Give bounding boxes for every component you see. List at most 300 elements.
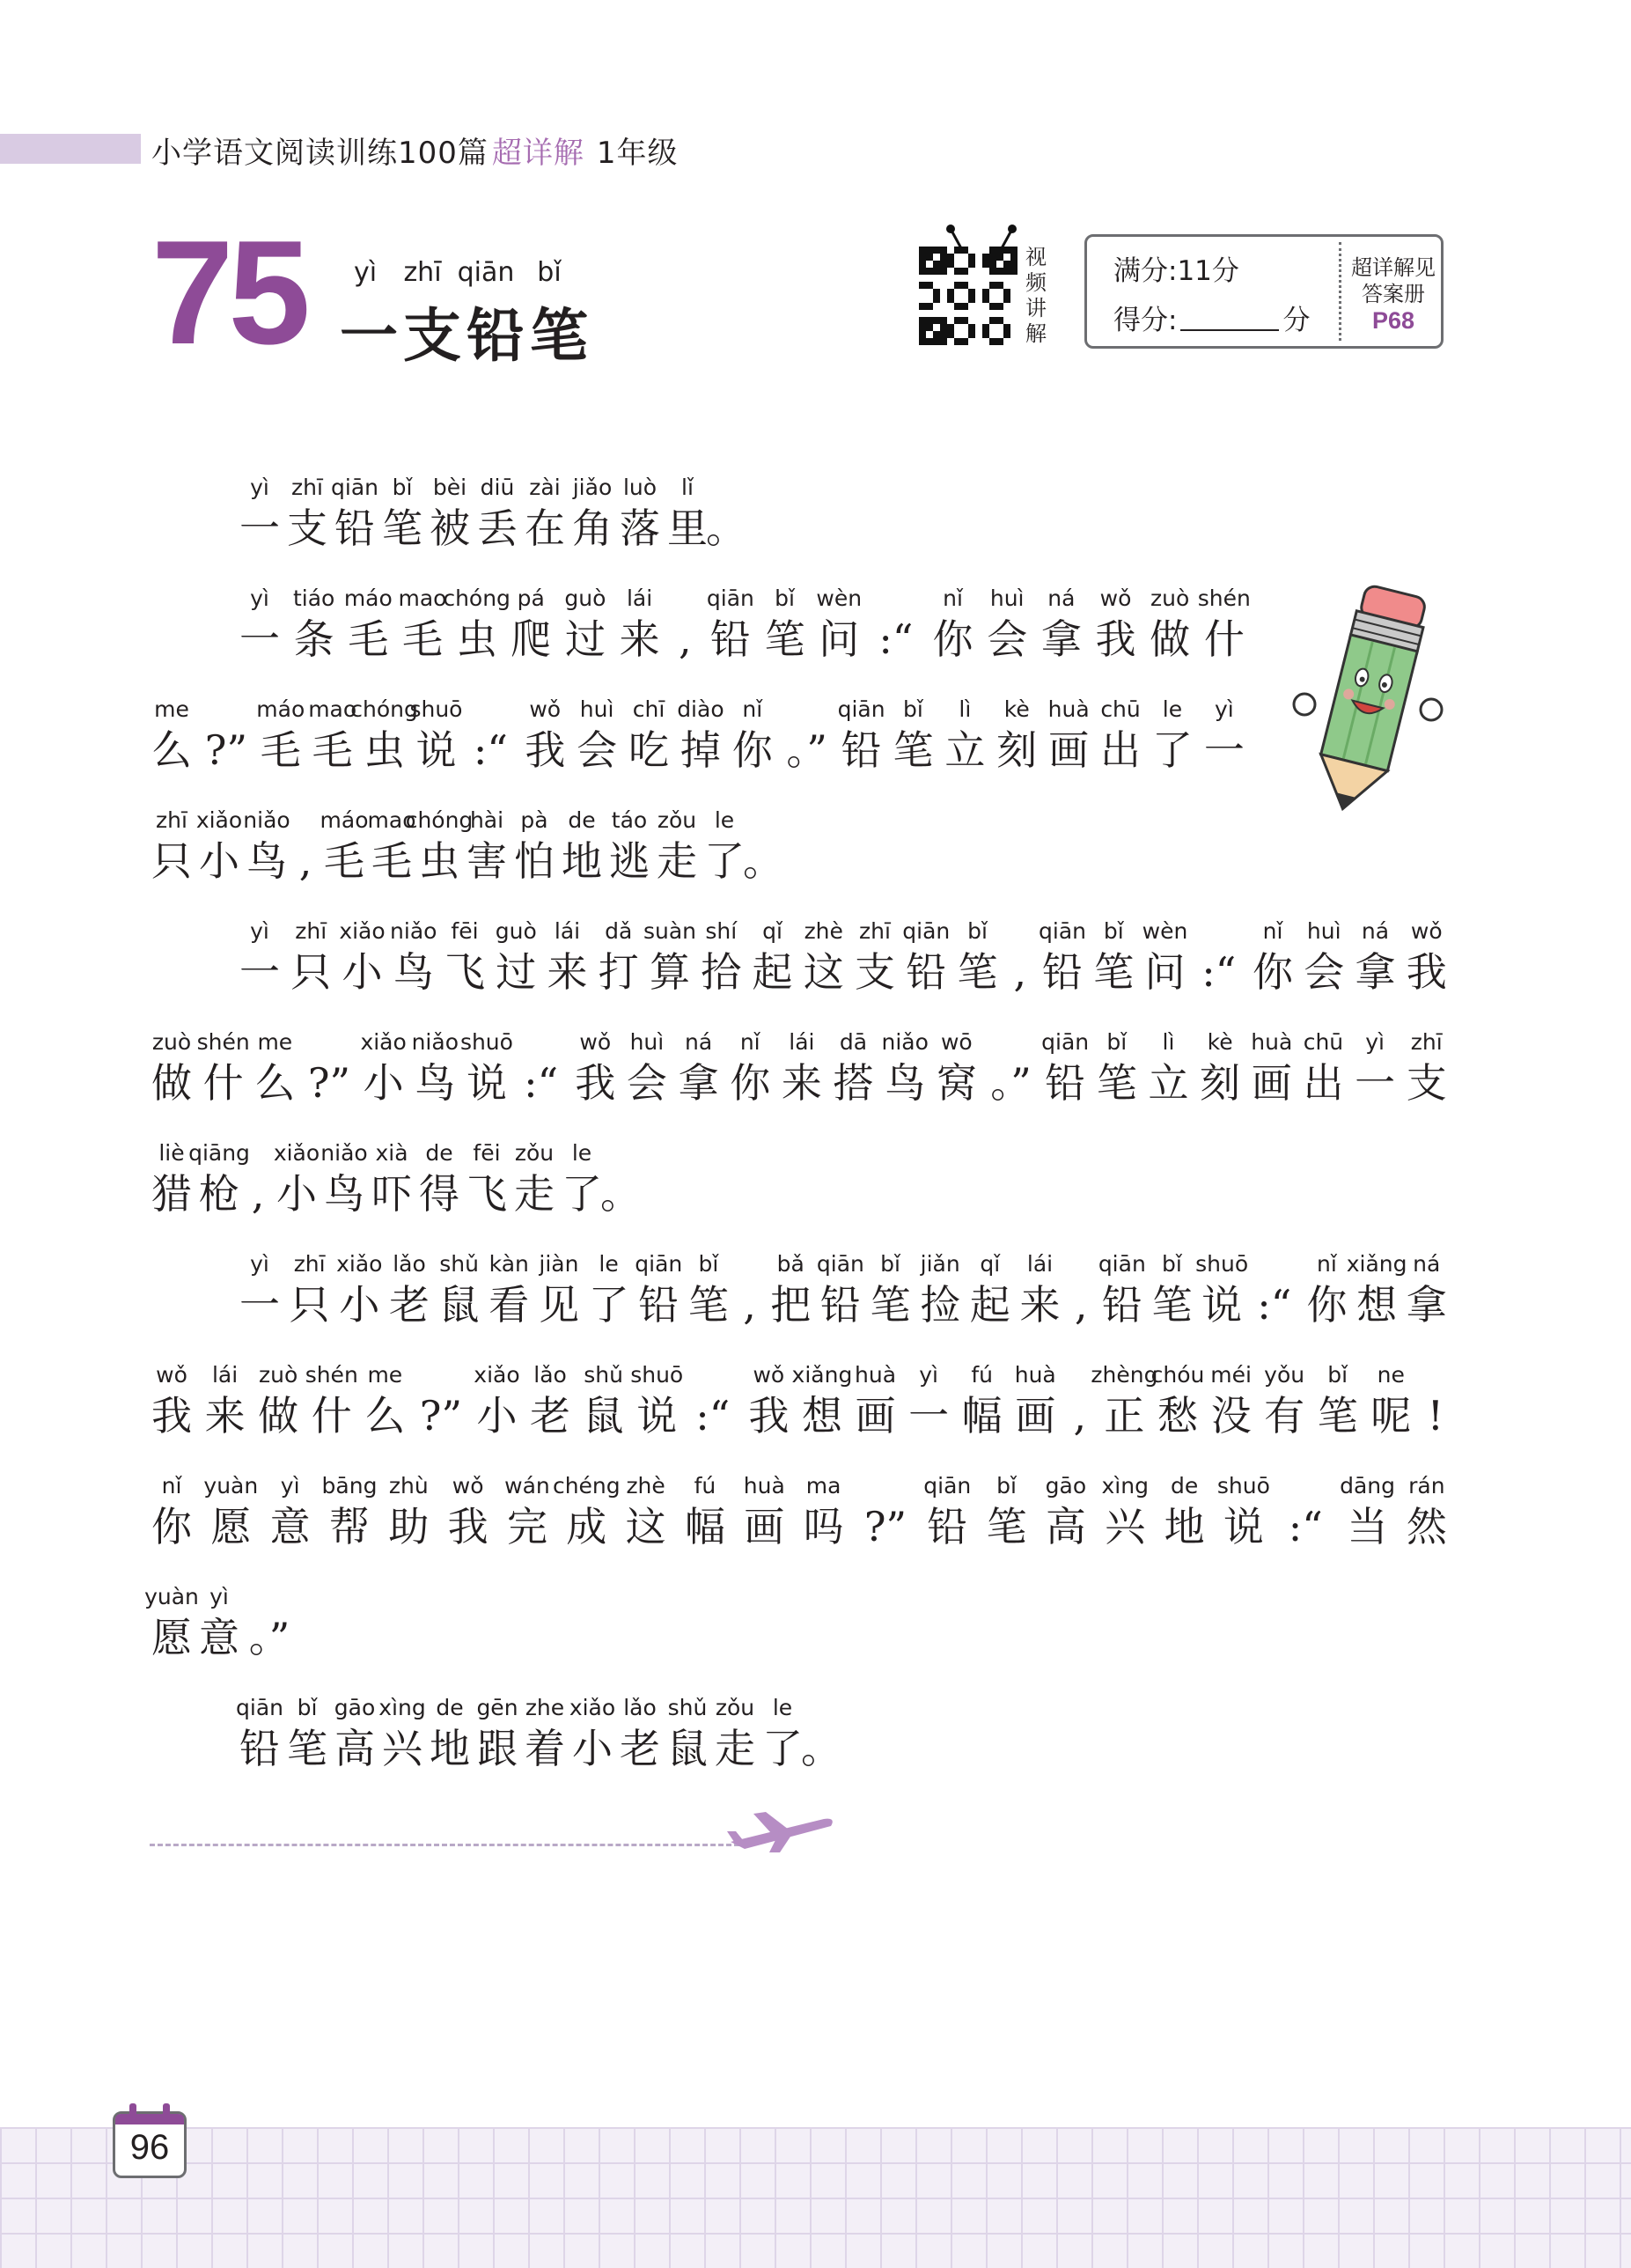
pinyin: nǐ [1262, 918, 1283, 944]
ruby-char [1142, 917, 1189, 998]
pinyin: huà [1047, 696, 1090, 722]
pinyin: qiān [635, 1251, 683, 1277]
ruby-char [1011, 1361, 1059, 1442]
qr-code-icon[interactable] [919, 247, 1018, 345]
ruby-char [558, 1139, 606, 1220]
text-line-6 [148, 1028, 1451, 1109]
hanzi: 会 [577, 726, 618, 774]
pinyin: chóng [443, 585, 511, 611]
ruby-char [616, 1694, 664, 1775]
pinyin: qiān [1041, 1029, 1090, 1055]
ruby-char [1403, 1028, 1451, 1109]
pinyin: shén [1197, 585, 1251, 611]
pinyin: fēi [451, 918, 479, 944]
pinyin: fēi [473, 1140, 501, 1166]
pinyin: qiān [706, 585, 754, 611]
hanzi: 做 [151, 1059, 192, 1107]
hanzi: 打 [598, 948, 639, 996]
hanzi: 笔 [687, 1281, 729, 1329]
text-line-4 [148, 806, 783, 887]
hanzi: 小 [476, 1392, 518, 1440]
hanzi: 说 [415, 726, 457, 774]
pinyin: huì [579, 696, 614, 722]
ruby-char [415, 1361, 467, 1442]
hanzi: 笔 [1096, 1059, 1137, 1107]
pinyin: lǎo [623, 1695, 657, 1720]
ruby-char [463, 1139, 511, 1220]
hanzi: 起 [969, 1281, 1010, 1329]
pinyin: ná [1361, 918, 1390, 944]
ruby-char [443, 585, 511, 666]
hanzi: 鼠 [438, 1281, 480, 1329]
pinyin: diào [677, 696, 724, 722]
ruby-char [243, 1139, 273, 1220]
ruby-char [415, 1139, 463, 1220]
ruby-char [859, 1472, 912, 1553]
ruby-char [815, 585, 863, 666]
pinyin: bǐ [698, 1251, 719, 1277]
hanzi: , [1073, 1392, 1087, 1440]
hanzi: 搭 [833, 1059, 874, 1107]
hanzi: , [251, 1170, 265, 1218]
hanzi: 鸟 [246, 837, 287, 885]
hanzi: 我 [575, 1059, 616, 1107]
ruby-char [1403, 1250, 1451, 1331]
pinyin: bǐ [1162, 1251, 1182, 1277]
ruby-char [983, 585, 1031, 666]
ruby-char [503, 1472, 551, 1553]
ruby-char [195, 806, 243, 887]
lesson-title: 一支铅笔 [340, 302, 593, 370]
hanzi: 小 [572, 1725, 613, 1772]
hanzi: 鼠 [667, 1725, 708, 1772]
pinyin: xiǎo [339, 918, 386, 944]
hanzi: 小 [276, 1170, 317, 1218]
hanzi: 刻 [996, 726, 1038, 774]
hanzi: 么 [254, 1059, 296, 1107]
hanzi: 铅 [1042, 948, 1083, 996]
hanzi: 一 [239, 948, 280, 996]
ruby-char [1041, 1028, 1089, 1109]
hanzi: 铅 [638, 1281, 680, 1329]
pinyin: táo [611, 807, 648, 833]
hanzi: 说 [1223, 1503, 1264, 1550]
pinyin: shǔ [439, 1251, 479, 1277]
hanzi: 了 [762, 1725, 803, 1772]
ruby-char [287, 917, 334, 998]
hanzi: 想 [801, 1392, 842, 1440]
ruby-char [148, 1361, 195, 1442]
ruby-char [585, 1250, 633, 1331]
pinyin: wǒ [1099, 585, 1132, 611]
ruby-char [701, 806, 748, 887]
ruby-char [983, 1472, 1031, 1553]
pinyin: lǐ [681, 475, 694, 500]
hanzi: 走 [514, 1170, 555, 1218]
ruby-char [360, 1028, 408, 1109]
ruby-char [273, 1139, 320, 1220]
hanzi: 过 [564, 615, 606, 663]
pinyin: wèn [816, 585, 863, 611]
pinyin: zhī [291, 475, 323, 500]
pinyin: zhè [626, 1473, 665, 1498]
pinyin: bāng [321, 1473, 378, 1498]
pinyin: máo [320, 807, 369, 833]
full-score: 满分:11分 [1113, 255, 1239, 287]
pinyin: shuō [459, 1029, 513, 1055]
answer-reference: 超详解见 答案册 P68 [1344, 254, 1443, 334]
hanzi: 鸟 [393, 948, 434, 996]
hanzi: 笔 [957, 948, 998, 996]
ruby-char [675, 1028, 723, 1109]
ruby-char [1260, 1361, 1308, 1442]
ruby-char [1351, 1028, 1399, 1109]
pinyin: chóu [1150, 1362, 1205, 1388]
hanzi: 起 [752, 948, 793, 996]
ruby-char [202, 1361, 249, 1442]
hanzi: 窝 [936, 1059, 977, 1107]
ruby-char [1038, 585, 1085, 666]
ruby-char [1299, 1028, 1347, 1109]
ruby-char [1196, 1028, 1244, 1109]
hanzi: 一 [239, 1281, 280, 1329]
pinyin: wǒ [1410, 918, 1443, 944]
ruby-char [411, 1028, 459, 1109]
hanzi: 毛 [260, 726, 301, 774]
pinyin: ma [805, 1473, 841, 1498]
ruby-char [335, 1250, 383, 1331]
ruby-char [817, 1250, 864, 1331]
pinyin: ne [1377, 1362, 1405, 1388]
ruby-char [200, 696, 253, 777]
hanzi: 来 [781, 1059, 822, 1107]
ruby-char [677, 696, 724, 777]
hanzi: 我 [1095, 615, 1136, 663]
hanzi: 得 [419, 1170, 459, 1218]
pinyin: kàn [489, 1251, 529, 1277]
ruby-char [305, 1361, 358, 1442]
pinyin: hài [469, 807, 504, 833]
pinyin: le [599, 1251, 619, 1277]
hanzi: 刻 [1200, 1059, 1241, 1107]
hanzi: 见 [538, 1281, 579, 1329]
pinyin: gēn [476, 1695, 518, 1720]
ruby-char [1403, 1472, 1451, 1553]
hanzi: 爬 [511, 615, 552, 663]
ruby-char [361, 1361, 408, 1442]
ruby-char [616, 474, 664, 555]
hanzi: ?” [863, 1503, 907, 1550]
pinyin: chī [632, 696, 665, 722]
ruby-char [929, 585, 977, 666]
hanzi: 我 [748, 1392, 790, 1440]
pinyin: de [568, 807, 596, 833]
ruby-char [643, 917, 697, 998]
pinyin: xiǎng [1346, 1251, 1407, 1277]
calendar-ring [129, 2103, 136, 2121]
ruby-char [303, 1028, 356, 1109]
pinyin: lái [554, 918, 581, 944]
pinyin: mao [308, 696, 357, 722]
pinyin: xìng [378, 1695, 426, 1720]
ruby-char [148, 1472, 195, 1553]
ruby-char [1279, 1472, 1332, 1553]
hanzi: 丢 [477, 504, 518, 552]
ruby-char [726, 1028, 774, 1109]
pinyin: qiān [331, 475, 378, 500]
pinyin: zhī [156, 807, 187, 833]
ruby-char [933, 1028, 981, 1109]
ruby-char [740, 1472, 788, 1553]
pinyin: bǐ [880, 1251, 900, 1277]
hanzi: 立 [1148, 1059, 1189, 1107]
hanzi: 拿 [678, 1059, 719, 1107]
hanzi: 说 [636, 1392, 678, 1440]
pinyin: zhī [859, 918, 891, 944]
hanzi: 立 [944, 726, 986, 774]
ruby-char [729, 696, 776, 777]
ruby-char [985, 1028, 1038, 1109]
hanzi: 毛 [312, 726, 353, 774]
pinyin: zhù [388, 1473, 429, 1498]
ruby-char [511, 1139, 558, 1220]
hanzi: 猎 [151, 1170, 192, 1218]
text-line-2 [236, 585, 1251, 666]
pinyin: bǐ [1103, 918, 1124, 944]
score-divider [1339, 242, 1341, 341]
score-box [1084, 234, 1444, 349]
ruby-char [959, 1361, 1006, 1442]
text-line-11 [144, 1583, 296, 1664]
pinyin: zhe [525, 1695, 565, 1720]
hanzi: 拿 [1355, 948, 1396, 996]
pinyin: zǒu [514, 1140, 555, 1166]
ruby-char [309, 696, 356, 777]
hanzi: 毛 [348, 615, 389, 663]
ruby-char [1161, 1472, 1209, 1553]
pinyin: xià [375, 1140, 408, 1166]
pinyin: le [1162, 696, 1183, 722]
pinyin: chū [1303, 1029, 1344, 1055]
hanzi: 来 [619, 615, 660, 663]
ruby-char [1091, 1361, 1158, 1442]
text-line-5 [236, 917, 1451, 998]
pinyin: huà [1251, 1029, 1293, 1055]
hanzi: 来 [547, 948, 588, 996]
hanzi: 鸟 [415, 1059, 456, 1107]
hanzi: 只 [289, 1281, 330, 1329]
hanzi: 老 [530, 1392, 571, 1440]
hanzi: 。 [801, 1725, 841, 1772]
pinyin: niǎo [411, 1029, 459, 1055]
hanzi: :“ [1201, 948, 1237, 996]
ruby-char [283, 1694, 331, 1775]
pinyin: ná [1413, 1251, 1441, 1277]
ruby-char [595, 917, 643, 998]
hanzi: 拾 [701, 948, 742, 996]
ruby-char [573, 696, 621, 777]
ruby-char [623, 1028, 671, 1109]
answer-page: P68 [1371, 307, 1415, 334]
hanzi: 。 [600, 1170, 641, 1218]
hanzi: 当 [1347, 1503, 1388, 1550]
end-divider [150, 1844, 739, 1846]
pinyin: de [425, 1140, 453, 1166]
ruby-char [558, 806, 606, 887]
hanzi: 说 [1201, 1281, 1243, 1329]
ruby-char [441, 917, 489, 998]
hanzi: 只 [151, 837, 192, 885]
pinyin: bǐ [1106, 1029, 1128, 1055]
hanzi: 拿 [1406, 1281, 1447, 1329]
pinyin: niǎo [390, 918, 437, 944]
hanzi: 这 [625, 1503, 666, 1550]
ruby-char [148, 696, 195, 777]
ruby-char [459, 1028, 513, 1109]
hanzi: 么 [151, 726, 192, 774]
pinyin: zhèng [1091, 1362, 1158, 1388]
hanzi: 铅 [841, 726, 882, 774]
pinyin: nǐ [943, 585, 963, 611]
hanzi: 愿 [210, 1503, 252, 1550]
ruby-char [993, 696, 1040, 777]
pinyin: niǎo [881, 1029, 929, 1055]
book-title: 小学语文阅读训练100篇 超详解 1年级 [151, 136, 679, 171]
pinyin: qiān [1039, 918, 1086, 944]
ruby-char [507, 585, 555, 666]
hanzi: :“ [1257, 1281, 1292, 1329]
pinyin: wǒ [452, 1473, 484, 1498]
ruby-char [1005, 917, 1035, 998]
ruby-char [1017, 1250, 1064, 1331]
ruby-char [350, 696, 418, 777]
pinyin: wǒ [579, 1029, 612, 1055]
pinyin: nǐ [742, 696, 763, 722]
ruby-char [485, 1250, 533, 1331]
ruby-char [1193, 917, 1245, 998]
ruby-char [386, 1250, 433, 1331]
hanzi: 地 [562, 837, 602, 885]
pinyin: bǐ [903, 696, 923, 722]
ruby-char [1144, 1028, 1192, 1109]
pinyin: diū [480, 475, 515, 500]
ruby-char [236, 474, 283, 555]
hanzi: :“ [1288, 1503, 1323, 1550]
score-blank[interactable] [1180, 303, 1279, 331]
pinyin: huì [989, 585, 1025, 611]
pinyin: qiān [902, 918, 951, 944]
hanzi: 角 [572, 504, 613, 552]
ruby-char [436, 1250, 483, 1331]
hanzi: 了 [588, 1281, 629, 1329]
hanzi: 害 [467, 837, 507, 885]
hanzi: , [678, 615, 692, 663]
pinyin: pà [520, 807, 548, 833]
ruby-char [290, 806, 320, 887]
hanzi: 笔 [382, 504, 422, 552]
ruby-char [257, 696, 305, 777]
pinyin: yì [250, 475, 269, 500]
ruby-char [916, 1250, 964, 1331]
pinyin: lái [1026, 1251, 1054, 1277]
ruby-char [492, 917, 540, 998]
ruby-char [1148, 1250, 1195, 1331]
ruby-char [905, 1361, 952, 1442]
hanzi: :“ [524, 1059, 559, 1107]
ruby-char [511, 806, 558, 887]
ruby-char [1092, 585, 1140, 666]
ruby-char [368, 1139, 415, 1220]
pinyin: lái [626, 585, 653, 611]
hanzi: 了 [562, 1170, 602, 1218]
pinyin: tiáo [292, 585, 335, 611]
pinyin: shuō [1216, 1473, 1270, 1498]
video-label: 视 频 讲 解 [1025, 245, 1047, 346]
hanzi: 铅 [239, 1725, 280, 1772]
ruby-char [344, 585, 392, 666]
ruby-char [630, 1361, 684, 1442]
hanzi: 支 [855, 948, 895, 996]
pinyin: luò [622, 475, 658, 500]
ruby-char [562, 585, 609, 666]
pinyin: chóng [405, 807, 474, 833]
pinyin: yì [250, 1251, 269, 1277]
hanzi: 枪 [199, 1170, 239, 1218]
pinyin: huà [743, 1473, 785, 1498]
text-line-7 [148, 1139, 641, 1220]
hanzi: 么 [364, 1392, 406, 1440]
airplane-icon [727, 1810, 836, 1854]
hanzi: 有 [1264, 1392, 1305, 1440]
hanzi: 说 [466, 1059, 507, 1107]
pinyin: mao [367, 807, 416, 833]
ruby-char [1248, 1250, 1301, 1331]
pinyin: de [436, 1695, 464, 1720]
hanzi: 支 [287, 504, 327, 552]
pinyin: máo [256, 696, 305, 722]
hanzi: 笔 [764, 615, 805, 663]
pinyin: zài [529, 475, 561, 500]
hanzi: ! [1427, 1392, 1444, 1440]
hanzi: 画 [1251, 1059, 1292, 1107]
ruby-char [1093, 1028, 1141, 1109]
ruby-char [778, 1028, 826, 1109]
hanzi: 吓 [371, 1170, 412, 1218]
hanzi: 过 [496, 948, 537, 996]
hanzi: 画 [1015, 1392, 1056, 1440]
ruby-char [851, 917, 899, 998]
ruby-char [236, 585, 283, 666]
ruby-char [188, 1139, 250, 1220]
pinyin: le [571, 1140, 592, 1166]
hanzi: 来 [1019, 1281, 1061, 1329]
ruby-char [321, 1472, 378, 1553]
hanzi: 被 [430, 504, 470, 552]
pinyin: zhī [1410, 1029, 1443, 1055]
ruby-char [203, 1472, 259, 1553]
pinyin: bèi [432, 475, 467, 500]
hanzi: 小 [363, 1059, 404, 1107]
ruby-char [1352, 917, 1400, 998]
pinyin: xìng [1101, 1473, 1149, 1498]
ruby-char [236, 917, 283, 998]
hanzi: 正 [1104, 1392, 1145, 1440]
hanzi: 做 [258, 1392, 299, 1440]
pinyin: shuō [409, 696, 463, 722]
ruby-char [243, 806, 290, 887]
hanzi: 铅 [334, 504, 375, 552]
pinyin: huà [1014, 1362, 1056, 1388]
